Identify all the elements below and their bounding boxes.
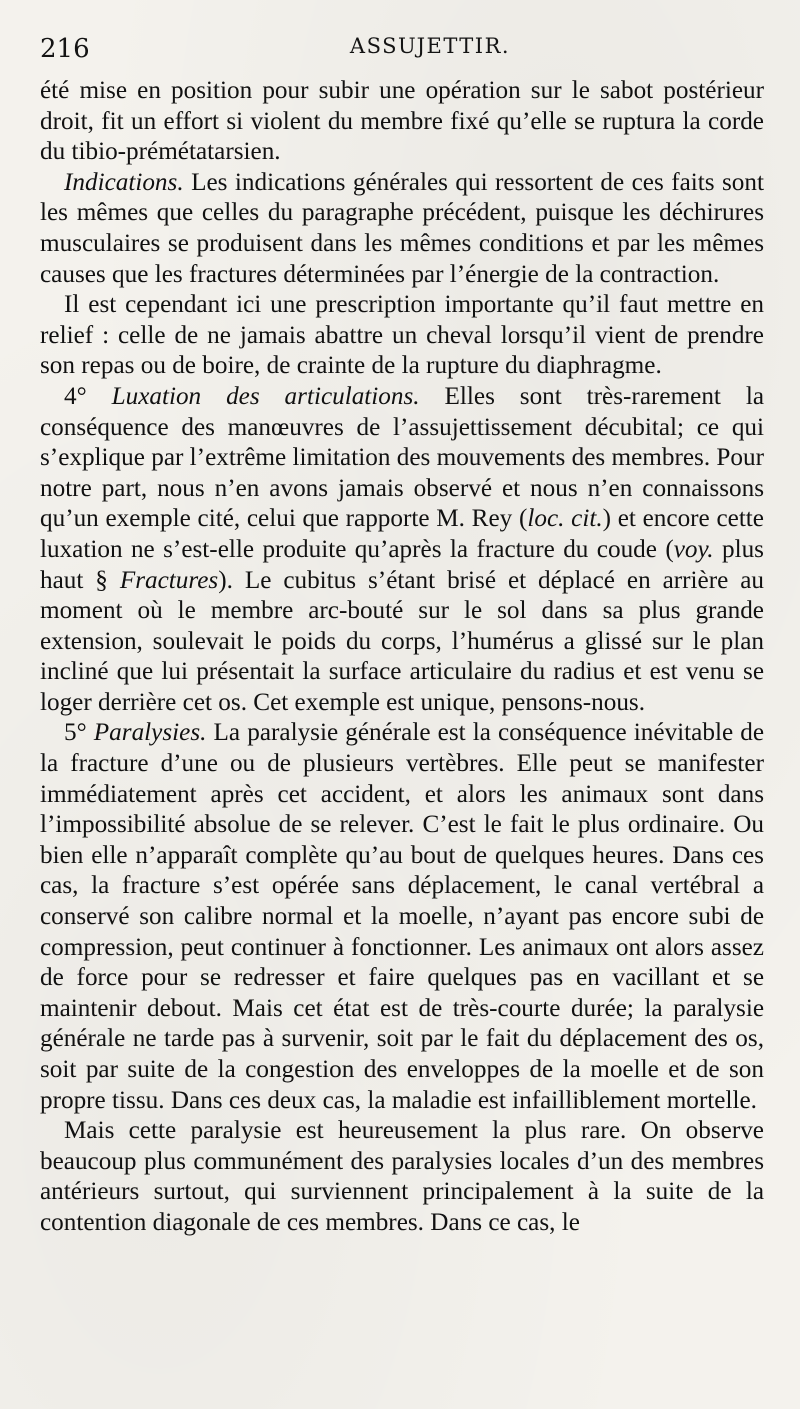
paragraph-text: plus haut § — [40, 535, 764, 594]
paragraph-text: La paralysie générale est la conséquence inévitable de la fracture d’une ou de plusieurs vertèbres. Elle peut se manifester immédiatement après cet accident, et alors les animaux sont dans l’impossibilité absolue de se relever. C’est le fait le plus ordinaire. Ou bien elle n’apparaît complète qu’au bout de quelques heures. Dans ces cas, la fracture s’est opérée sans déplacement, le canal vertébral a conservé son calibre normal et la moelle, n’ayant pas encore subi de compression, peut continuer à fonctionner. Les animaux ont alors assez de force pour se redresser et faire quelques pas en vacillant et se maintenir debout. Mais cet état est de très-courte durée; la paralysie générale ne tarde pas à survenir, soit par le fait du déplacement des os, soit par suite de la congestion des enveloppes de la moelle et de son propre tissu. Dans ces deux cas, la maladie est infailliblement mortelle. — [40, 719, 765, 1114]
paragraph-text: été mise en position pour subir une opération sur le sabot postérieur droit, fit un effort si violent du membre fixé qu’elle se ruptura la corde du tibio-prémétatarsien. — [40, 77, 764, 166]
paragraph-text: Elles sont très-rarement la conséquence des manœuvres de l’assujettissement décubital; ce qui s’explique par l’extrême limitation des mouvements des membres. Pour notre part, nous n’en avons jamais observé et nous n’en connaissons qu’un exemple cité, celui que rapporte M. Rey ( — [40, 382, 765, 533]
paragraph-text: ). Le cubitus s’étant brisé et déplacé en arrière au moment où le membre arc-bouté sur le sol dans sa plus grande extension, soulevait le poids du corps, l’humérus a glissé sur le plan incliné que lui présentait la surface articulaire du radius et est venu se loger derrière cet os. Cet exemple est unique, pensons-nous. — [40, 566, 764, 716]
paragraph-text: ) et encore cette luxation ne s’est-elle produite qu’après la fracture du coude ( — [40, 505, 764, 563]
paragraph-text: Les indications générales qui ressortent de ces faits sont les mêmes que celles du paragraphe précédent, puisque les déchirures musculaires se produisent dans les mêmes conditions et par les mêmes causes que les fractures déterminées par l’énergie de la contraction. — [40, 168, 764, 288]
paragraph-paralysies — [40, 718, 764, 1116]
section-number: 5° — [64, 719, 87, 747]
running-title: ASSUJETTIR. — [349, 34, 511, 58]
section-heading: Indications. — [64, 168, 184, 196]
paragraph-prescription — [40, 290, 764, 382]
paragraph-text: Mais cette paralysie est heureusement la plus rare. On observe beaucoup plus communément des paralysies locales d’un des membres antérieurs surtout, qui surviennent principalement à la suite de la contention diagonale de ces membres. Dans ce cas, le — [40, 1117, 764, 1236]
section-number: 4° — [64, 382, 87, 410]
page-number: 216 — [40, 34, 90, 64]
paragraph-text: Il est cependant ici une prescription importante qu’il faut mettre en relief : celle de ne jamais abattre un cheval lorsqu’il vient de prendre son repas ou de boire, de crainte de la rupture du diaphragme. — [40, 291, 764, 380]
paragraph-indications — [40, 168, 764, 290]
section-heading: Luxation des articulations. — [111, 382, 420, 410]
citation-reference: voy. — [673, 535, 714, 563]
paragraph-paralysies-locales — [40, 1116, 764, 1238]
section-heading: Paralysies. — [93, 719, 207, 747]
citation-reference: loc. cit. — [527, 505, 603, 533]
page-header — [40, 28, 760, 68]
body-text — [40, 76, 764, 1239]
citation-reference: Fractures — [119, 566, 219, 594]
paragraph-continuation — [40, 76, 764, 168]
paragraph-luxation — [40, 382, 764, 719]
